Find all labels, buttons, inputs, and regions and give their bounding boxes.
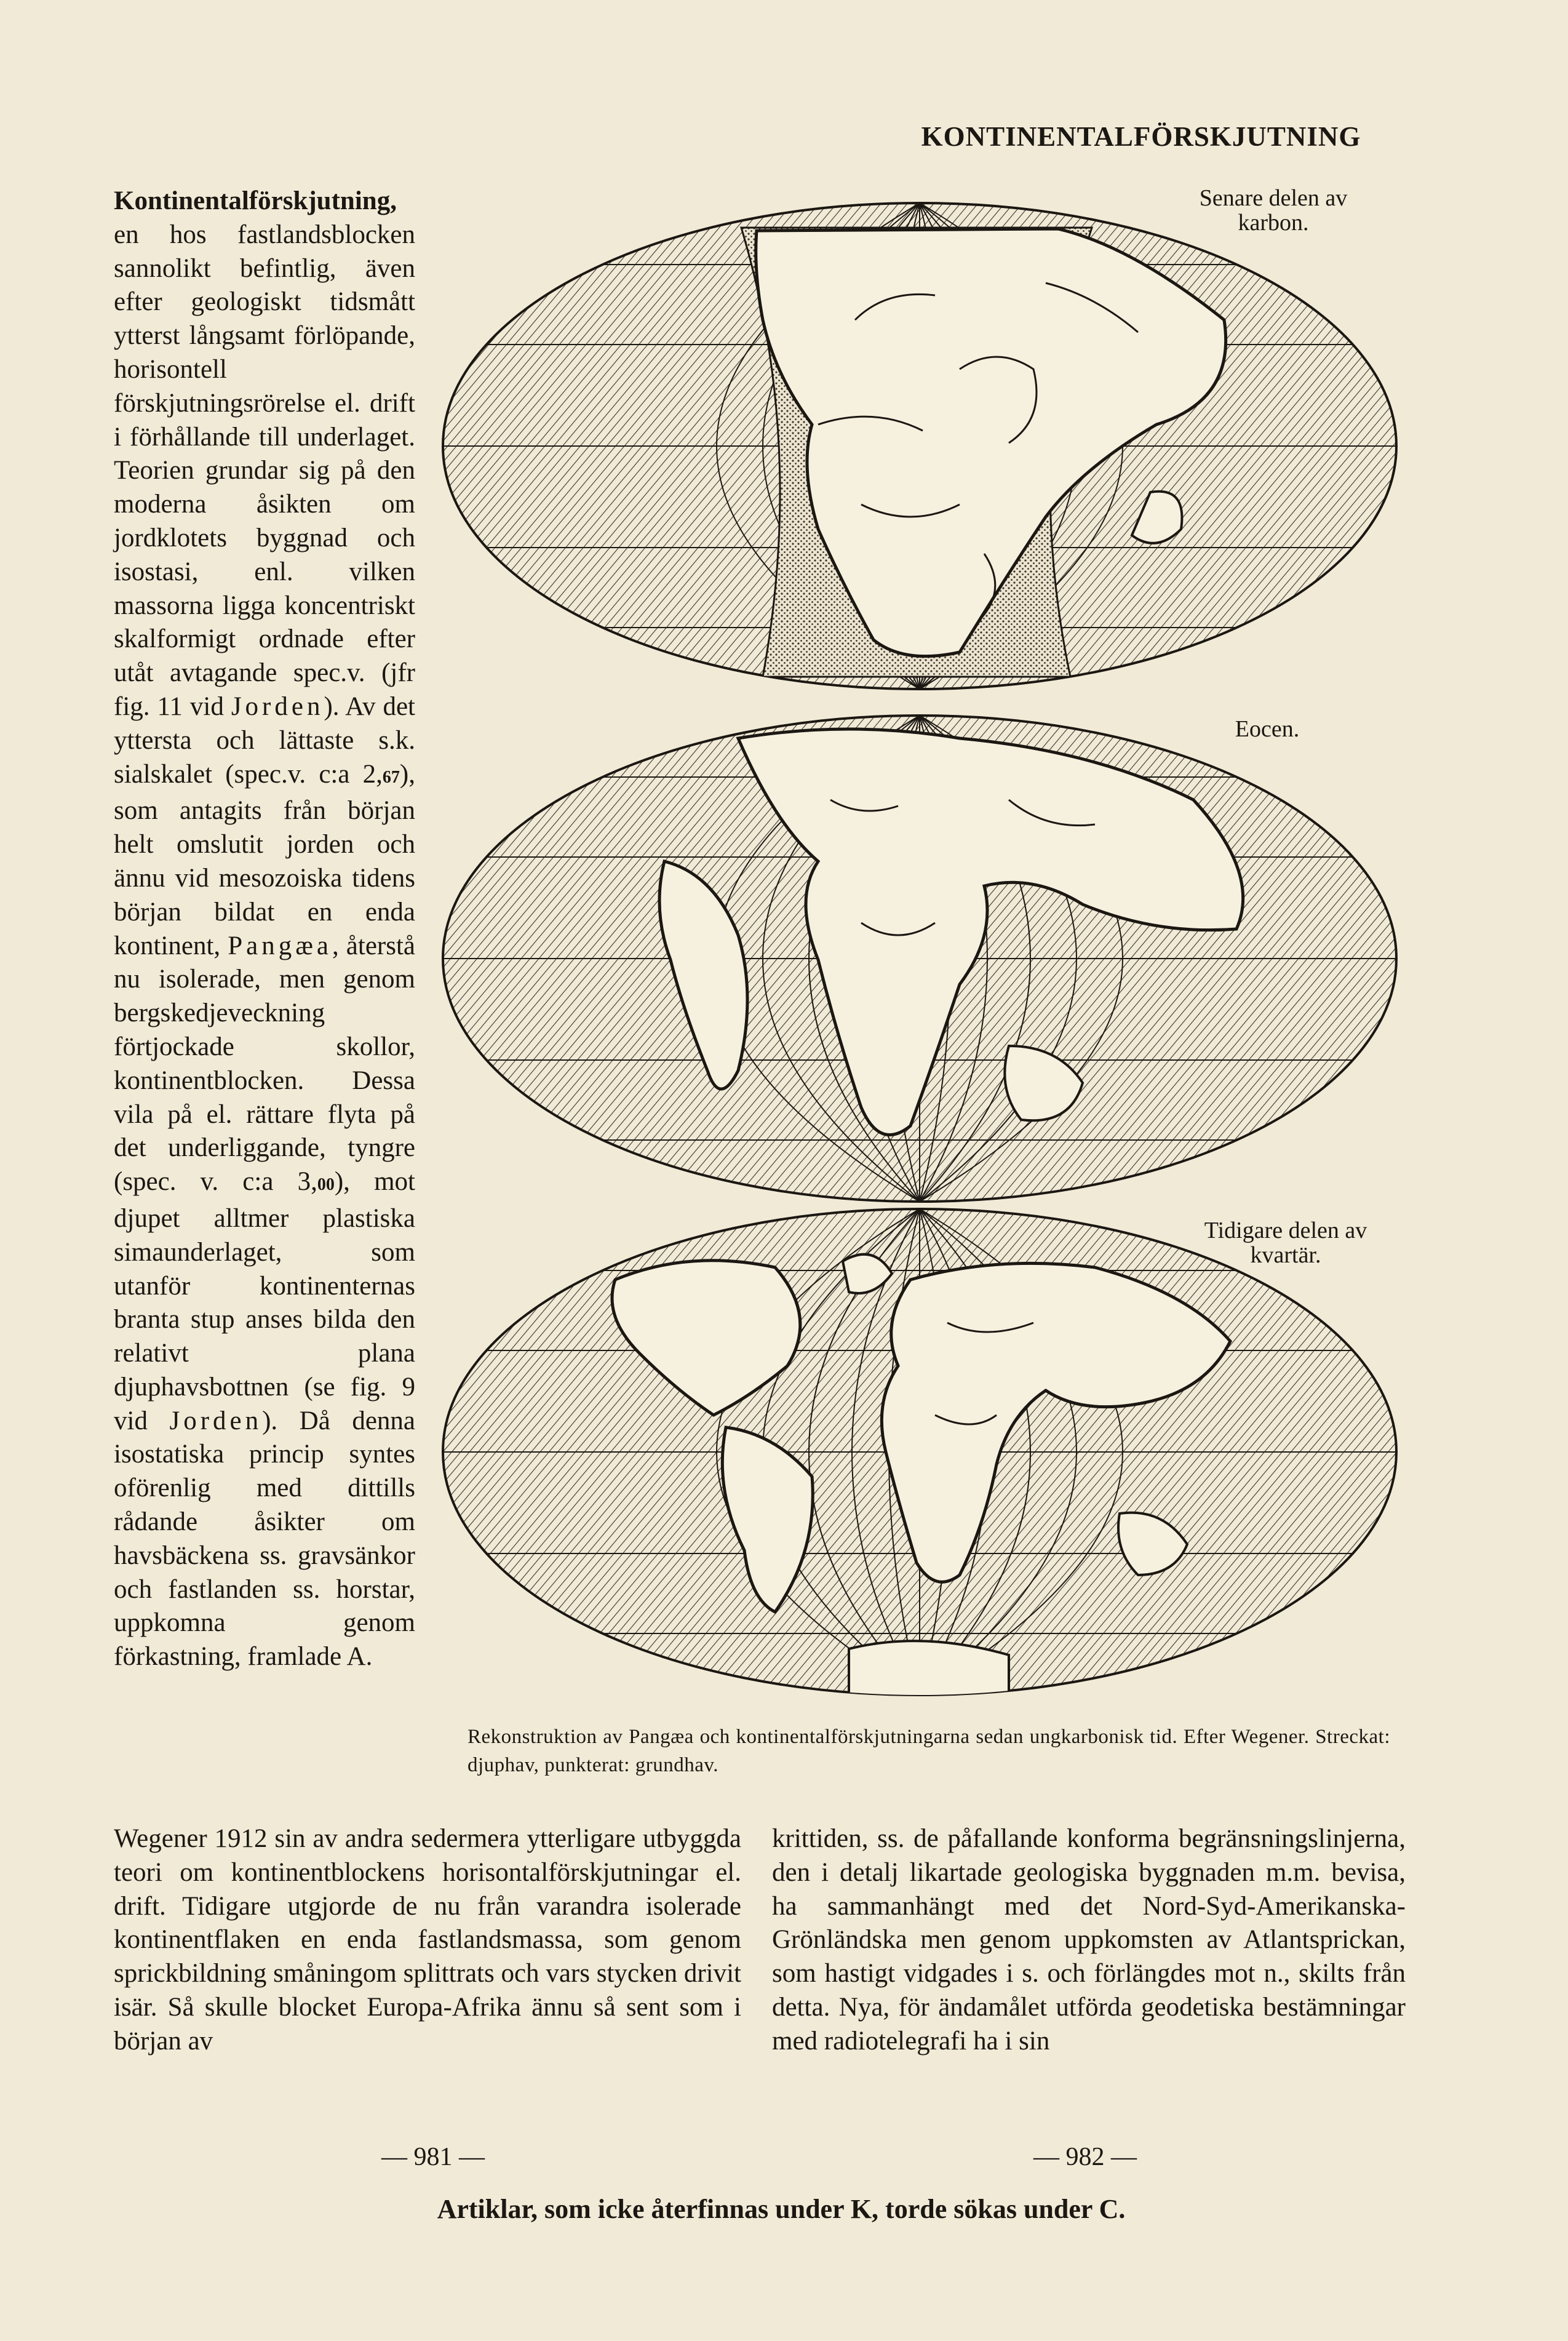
article-text: ), som antagits från början helt omslutit jorden och ännu vid mesozoiska tidens början bildat en enda kontinent, <box>114 759 415 960</box>
term-pangaea: Pangæa <box>228 931 333 960</box>
map-label-carboniferous: Senare delen av karbon. <box>1199 185 1348 236</box>
map-label-eocene: Eocen. <box>1235 716 1300 742</box>
map-early-quaternary <box>443 1209 1396 1698</box>
figure-caption: Rekonstruktion av Pangæa och kontinentalförskjutningarna sedan ungkarbonisk tid. Efter Wegener. Streckat: djuphav, punkterat: grundhav. <box>468 1726 1390 1776</box>
page-number-left: — 981 — <box>381 2143 485 2171</box>
map-late-carboniferous <box>443 203 1396 689</box>
article-column-upper <box>114 185 415 1674</box>
article-headword: Kontinentalförskjutning, <box>114 186 397 215</box>
article-column-lower-right: krittiden, ss. de påfallande konforma begränsningslinjerna, den i detalj likartade geologiska byggnaden m.m. bevisa, ha sammanhängt med det Nord-Syd-Amerikanska-Grönländska men genom uppkomsten av Atlantsprickan, som hastigt vidgades i s. och förlängdes mot n., skilts från detta. Nya, för ändamålet utförda geodetiska bestämningar med radiotelegrafi ha i sin <box>772 1824 1406 2056</box>
page-number-right: — 982 — <box>1033 2143 1137 2171</box>
footer-note: Artiklar, som icke återfinnas under K, torde sökas under C. <box>437 2194 1126 2224</box>
map-eocene <box>443 716 1396 1202</box>
article-text: , återstå nu isolerade, men genom bergskedjeveckning förtjockade skollor, kontinentblocken. Dessa vila på el. rättare flyta på det underliggande, tyngre (spec. v. c:a 3, <box>114 931 416 1197</box>
value-subscript: 00 <box>317 1175 335 1195</box>
value-subscript: 67 <box>382 767 400 787</box>
article-text: en hos fastlandsblocken sannolikt befintlig, även efter geologiskt tidsmått ytterst långsamt förlöpande, horisontell förskjutningsrörelse el. drift i förhållande till underlaget. Teorien grundar sig på den moderna åsikten om jordklotets byggnad och isostasi, enl. vilken massorna ligga koncentriskt skalformigt ordnade efter utåt avtagande spec.v. (jfr fig. 11 vid <box>114 220 415 721</box>
running-header: KONTINENTALFÖRSKJUTNING <box>921 121 1361 152</box>
article-column-lower-left: Wegener 1912 sin av andra sedermera ytterligare utbyggda teori om kontinentblockens horisontalförskjutningar el. drift. Tidigare utgjorde de nu från varandra isolerade kontinentflaken en enda fastlandsmassa, som genom sprickbildning småningom splittrats och vars stycken drivit isär. Så skulle blocket Europa-Afrika ännu så sent som i början av <box>114 1824 741 2056</box>
article-text: ). Då denna isostatiska princip syntes oförenlig med dittills rådande åsikter om havsbäckena ss. gravsänkor och fastlanden ss. horstar, uppkomna genom förkastning, framlade A. <box>114 1406 415 1672</box>
cross-reference: Jorden <box>231 692 324 721</box>
article-text: ). Av det yttersta och lättaste s.k. sialskalet (spec.v. c:a 2, <box>114 692 416 789</box>
article-text: ), mot djupet alltmer plastiska simaunderlaget, som utanför kontinenternas branta stup anses bilda den relativt plana djuphavsbottnen (se fig. 9 vid <box>114 1167 415 1435</box>
map-label-quaternary: Tidigare delen av kvartär. <box>1204 1218 1367 1268</box>
cross-reference: Jorden <box>169 1406 263 1435</box>
